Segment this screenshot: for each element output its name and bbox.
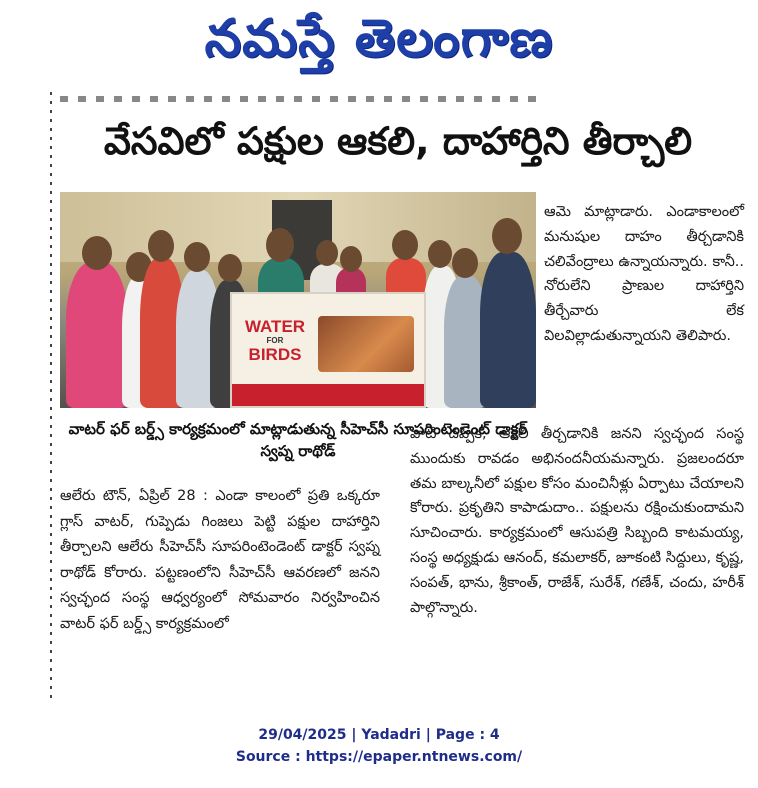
photo-caption: వాటర్ ఫర్ బర్డ్స్ కార్యక్రమంలో మాట్లాడుతున్న సీహెచ్‌సీ సూపరింటెండెంట్ డాక్టర్ స్వప్న రాథోడ్	[68, 420, 528, 460]
photo-person-head	[82, 236, 112, 270]
photo-person	[480, 252, 536, 408]
photo-person	[66, 262, 128, 408]
photo-person-head	[148, 230, 174, 262]
photo-person-head	[184, 242, 210, 272]
photo-person-head	[492, 218, 522, 254]
source-url: Source : https://epaper.ntnews.com/	[235, 749, 523, 765]
article-body-right-column-top: ఆమె మాట్లాడారు. ఎండాకాలంలో మనుషుల దాహం తీర్చడానికి చలివేంద్రాలు ఉన్నాయన్నారు. కానీ.. నోరులేని ప్రాణుల దాహార్తిని తీర్చేవారు లేక విలవిల్లాడుతున్నాయని తెలిపారు.	[544, 204, 744, 344]
article-body-right-column-bottom: వాటి దప్పిక, ఆకలి తీర్చడానికి జనని స్వచ్ఛంద సంస్థ ముందుకు రావడం అభినందనీయమన్నారు. ప్రజలందరూ తమ బాల్కనీలో పక్షుల కోసం మంచినీళ్లు ఏర్పాటు చేయాలని కోరారు. ప్రకృతిని కాపాడుదాం.. పక్షులను రక్షించుకుందామని సూచించారు. కార్యక్రమంలో ఆసుపత్రి సిబ్బంది కాటమయ్య, సంస్థ అధ్యక్షుడు ఆనంద్, కమలాకర్, జూకంటి సిద్దులు, కృష్ణ, సంపత్, భాను, శ్రీకాంత్, రాజేశ్, సురేశ్, గణేశ్, చందు, హరీశ్ పాల్గొన్నారు.	[410, 426, 744, 616]
clipping-top-fragment	[60, 96, 540, 102]
photo-person-head	[452, 248, 478, 278]
water-for-birds-banner	[230, 292, 426, 408]
banner-footer-strip	[232, 384, 424, 406]
banner-word-birds: BIRDS	[248, 345, 302, 364]
photo-person-head	[392, 230, 418, 260]
photo-person-head	[340, 246, 362, 272]
banner-slogan	[240, 318, 310, 364]
banner-picture	[318, 316, 414, 372]
clipping-cut-edge	[50, 92, 52, 704]
article-photo	[60, 192, 536, 408]
banner-word-for: FOR	[266, 336, 284, 345]
article-headline: వేసవిలో పక్షుల ఆకలి, దాహార్తిని తీర్చాలి	[103, 119, 693, 163]
newspaper-logo: నమస్తే తెలంగాణ	[204, 9, 554, 69]
photo-person-head	[316, 240, 338, 266]
photo-person-head	[428, 240, 452, 268]
source-footer	[0, 724, 758, 768]
news-clipping	[50, 92, 750, 704]
masthead	[0, 4, 758, 74]
edition-info: 29/04/2025 | Yadadri | Page : 4	[258, 727, 500, 743]
photo-person-head	[218, 254, 242, 282]
photo-person-head	[266, 228, 294, 262]
banner-word-water: WATER	[244, 317, 306, 336]
article-body-left-column: ఆలేరు టౌన్, ఏప్రిల్ 28 : ఎండా కాలంలో ప్రతి ఒక్కరూ గ్లాస్ వాటర్, గుప్పెడు గింజలు పెట్టి పక్షుల దాహార్తిని తీర్చాలని ఆలేరు సీహెచ్‌సీ సూపరింటెండెంట్ డాక్టర్ స్వప్న రాథోడ్ కోరారు. పట్టణంలోని సీహెచ్‌సీ ఆవరణలో జనని స్వచ్ఛంద సంస్థ ఆధ్వర్యంలో సోమవారం నిర్వహించిన వాటర్ ఫర్ బర్డ్స్ కార్యక్రమంలో	[60, 488, 380, 632]
